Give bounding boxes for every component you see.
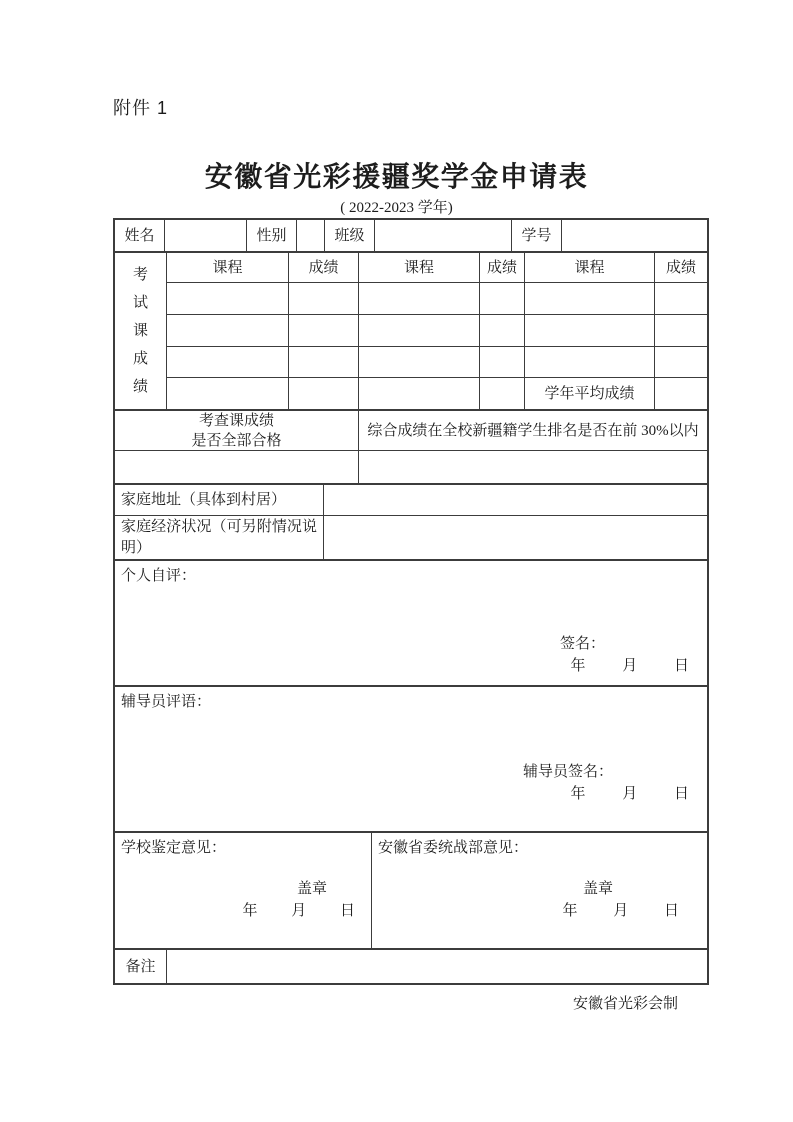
- score-cell-empty: [480, 283, 525, 315]
- score-cell-empty: [480, 347, 525, 378]
- course-cell-empty: [359, 315, 480, 347]
- vertical-label-char: 课: [132, 323, 148, 339]
- class-value-cell: [375, 220, 512, 251]
- application-form-table: [113, 218, 709, 985]
- score-cell-empty: [289, 315, 359, 347]
- date-line: 年 月 日: [562, 903, 679, 919]
- score-cell-empty: [655, 315, 707, 347]
- remarks-label: 备注: [115, 950, 167, 983]
- date-line: 年 月 日: [242, 903, 355, 919]
- course-cell-empty: [167, 347, 289, 378]
- remarks-section: [115, 950, 707, 983]
- score-header: 成绩: [480, 253, 525, 283]
- family-economy-label: 家庭经济状况（可另附情况说明）: [115, 516, 324, 559]
- course-header: 课程: [167, 253, 289, 283]
- basic-info-row: [115, 220, 707, 253]
- ranking-answer-cell: [359, 451, 707, 483]
- vertical-label-char: 成: [132, 351, 148, 367]
- course-header: 课程: [525, 253, 655, 283]
- year-average-value-cell: [655, 378, 707, 409]
- family-economy-value-cell: [324, 516, 707, 559]
- qualification-section: [115, 411, 707, 485]
- vertical-label-char: 考: [132, 267, 148, 283]
- self-evaluation-label: 个人自评：: [121, 568, 197, 584]
- exam-scores-section: [115, 253, 707, 411]
- course-cell-empty: [359, 378, 480, 409]
- counselor-section: [115, 687, 707, 833]
- score-cell-empty: [480, 378, 525, 409]
- year-average-label: 学年平均成绩: [525, 378, 655, 409]
- student-id-label: 学号: [512, 220, 562, 251]
- gender-value-cell: [297, 220, 325, 251]
- home-address-value-cell: [324, 485, 707, 516]
- name-label: 姓名: [115, 220, 165, 251]
- score-cell-empty: [480, 315, 525, 347]
- form-subtitle: ( 2022-2023 学年): [340, 200, 453, 216]
- counselor-comment-cell: [115, 687, 707, 831]
- score-header: 成绩: [655, 253, 707, 283]
- exam-pass-answer-cell: [115, 451, 359, 483]
- score-cell-empty: [655, 347, 707, 378]
- attachment-label: 附件 1: [113, 98, 169, 118]
- vertical-label-char: 绩: [132, 379, 148, 395]
- ranking-question-label: 综合成绩在全校新疆籍学生排名是否在前 30%以内: [359, 411, 707, 451]
- school-opinion-cell: [115, 833, 372, 948]
- course-cell-empty: [167, 283, 289, 315]
- score-cell-empty: [289, 283, 359, 315]
- score-cell-empty: [289, 378, 359, 409]
- course-cell-empty: [359, 347, 480, 378]
- home-address-label: 家庭地址（具体到村居）: [115, 485, 324, 516]
- issuer-note: 安徽省光彩会制: [572, 996, 678, 1012]
- exam-scores-vertical-label: [115, 253, 167, 409]
- course-header: 课程: [359, 253, 480, 283]
- form-title: 安徽省光彩援疆奖学金申请表: [204, 161, 589, 192]
- date-line: 年 月 日: [570, 786, 689, 802]
- committee-opinion-cell: [372, 833, 707, 948]
- course-cell-empty: [167, 315, 289, 347]
- course-cell-empty: [167, 378, 289, 409]
- score-cell-empty: [655, 283, 707, 315]
- class-label: 班级: [325, 220, 375, 251]
- date-line: 年 月 日: [570, 658, 689, 674]
- vertical-label-char: 试: [132, 295, 148, 311]
- exam-pass-question-label: 考查课成绩 是否全部合格: [115, 411, 359, 451]
- student-id-value-cell: [562, 220, 707, 251]
- name-value-cell: [165, 220, 247, 251]
- remarks-value-cell: [167, 950, 707, 983]
- self-evaluation-section: [115, 561, 707, 687]
- course-cell-empty: [359, 283, 480, 315]
- gender-label: 性别: [247, 220, 297, 251]
- school-opinion-label: 学校鉴定意见：: [121, 840, 227, 856]
- course-cell-empty: [525, 315, 655, 347]
- seal-label: 盖章: [296, 881, 327, 897]
- score-header: 成绩: [289, 253, 359, 283]
- course-cell-empty: [525, 347, 655, 378]
- signature-label: 签名：: [559, 636, 605, 652]
- opinions-section: [115, 833, 707, 950]
- course-cell-empty: [525, 283, 655, 315]
- counselor-comment-label: 辅导员评语：: [121, 694, 212, 710]
- counselor-signature-label: 辅导员签名：: [522, 764, 613, 780]
- seal-label: 盖章: [582, 881, 613, 897]
- self-evaluation-cell: [115, 561, 707, 685]
- score-cell-empty: [289, 347, 359, 378]
- family-section: [115, 485, 707, 561]
- committee-opinion-label: 安徽省委统战部意见：: [378, 840, 529, 856]
